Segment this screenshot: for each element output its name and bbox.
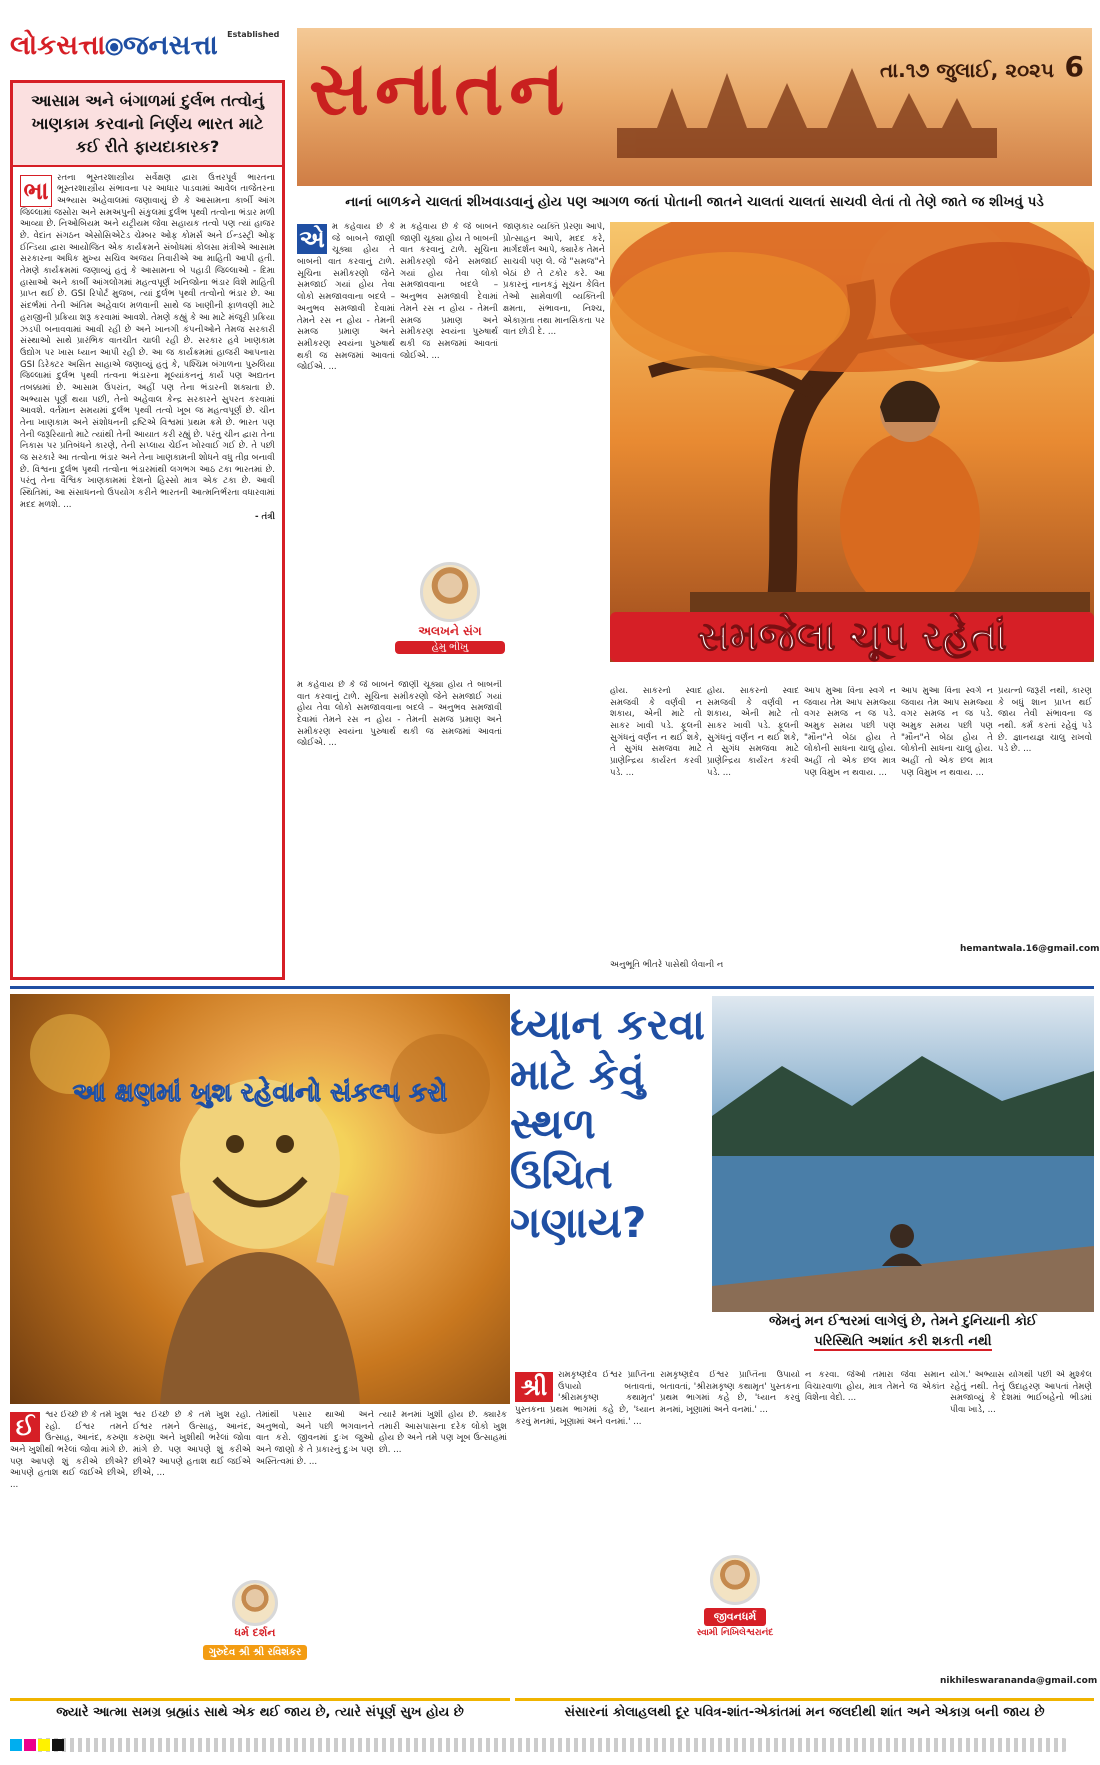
page-number: 6 <box>1064 50 1084 83</box>
dhyan-author-badge <box>670 1555 800 1645</box>
logo-small: Established <box>227 30 280 39</box>
happy-author-badge <box>180 1580 330 1658</box>
left-article-box <box>10 80 285 980</box>
columnist-avatar <box>420 562 480 622</box>
sanatan-col-4 <box>804 686 896 956</box>
dhyan-col-1 <box>515 1370 655 1690</box>
columnist-label: અલખને સંગ <box>418 624 482 638</box>
sage-tree-illustration <box>610 222 1094 612</box>
dhyan-pull-quote: સંસારનાં કોલાહલથી દૂર પવિત્ર-શાંત-એકાંતમાં મન જલદીથી શાંત અને એકાગ્ર બની જાય છે <box>515 1698 1094 1725</box>
lake-meditation-icon <box>712 996 1094 1312</box>
sanatan-headline-wrap <box>610 612 1094 678</box>
sanatan-col-1b <box>400 222 498 552</box>
happy-body-col1-cont: શ્વર ઈચ્છે છે કે તમે ખુશ રહો. ઈશ્વર તમને ઉત્સાહ, આનંદ, કરુણા અને ખુશીથી ભરેલાં જોવા માંગે છે. પણ આપણે શું કરીએ છીએ? આપણે હતાશ થઈ જઈએ છીએ, ... <box>133 1410 251 1479</box>
sanatan-body-col3: હોય. સાકરનો સ્વાદ સમજવી કે વર્ણવી ન શકાય, એની માટે તો સાકર ખાવી પડે. ફૂલની સુગંધનું વર્ણન ન થઈ શકે, તે સુગંધ સમજવા માટે પ્રાણેન્દ્રિય કાર્યરત કરવી પડે. ... <box>610 686 702 778</box>
dhyan-author-avatar <box>710 1555 760 1605</box>
sanatan-col-4b <box>901 686 993 956</box>
dhyan-dropcap: શ્રી <box>515 1372 553 1402</box>
dhyan-column-label: જીવનધર્મ <box>704 1608 766 1626</box>
issue-date: તા.૧૭ જુલાઈ, ૨૦૨૫ <box>879 58 1054 82</box>
dhyan-email: nikhileswarananda@gmail.com <box>940 1676 1098 1686</box>
dhyan-body-col1: રામકૃષ્ણદેવ ઈશ્વર પ્રાપ્તિના ઉપાયો બતાવતાં, 'શ્રીરામકૃષ્ણ કથામૃત' પુસ્તકના પ્રથમ ભાગમાં કહે છે, 'ધ્યાન કરવું મનમાં, ખૂણામાં અને વનમાં.' ... <box>515 1370 655 1427</box>
dhyan-body-col3: યોગ.' અભ્યાસ યોગથી પછી એ મુશ્કેલ રહેતું નથી. તેનું ઉદાહરણ આપતાં તેમણે સમજાવ્યું કે દેશમાં ભાઈબહેનો ભીડમાં પીવા ખાડે, ... <box>950 1370 1092 1416</box>
newspaper-logo <box>10 30 290 70</box>
logo-right: જનસત્તા <box>122 30 218 61</box>
sanatan-body-col3-cont: હોય. સાકરનો સ્વાદ સમજવી કે વર્ણવી ન શકાય, એની માટે તો સાકર ખાવી પડે. ફૂલની સુગંધનું વર્ણન ન થઈ શકે, તે સુગંધ સમજવા માટે પ્રાણેન્દ્રિય કાર્યરત કરવી પડે. ... <box>707 686 799 778</box>
lake-photo-caption <box>712 1312 1094 1364</box>
happy-col-3 <box>379 1410 507 1690</box>
sanatan-col-2 <box>503 222 605 962</box>
dhyan-body-col2: ન કરવા. જેઓ તમારા જેવા સમાન વિચારવાળા હોય, માત્ર તેમને જ એકાંત વિશેના વેદો. ... <box>805 1370 945 1404</box>
logo-separator-icon: ⦿ <box>105 30 123 61</box>
happy-body-col3: ત્યારે મનમાં ખુશી હોય છે. ક્યારેક તમારી આસપાસના દરેક લોકો ખુશ હોય છે અને તમે પણ ખૂબ ઉત્સાહમાં છો. ... <box>379 1410 507 1456</box>
left-article-dropcap: ભા <box>20 175 52 207</box>
dhyan-col-2 <box>805 1370 945 1690</box>
columnist-name: હેમુ ભીખુ <box>395 641 505 654</box>
sanatan-col-3b <box>707 686 799 956</box>
happy-author-avatar <box>232 1580 278 1626</box>
sanatan-body-col4-cont: આપ મુઆ વિના સ્વર્ગે ન જવાય તેમ આપ સમજ્યા વગર સમજ ન જ પડે. અમુક સમય પછી પણ "મૌન"ને બેઠા હોય તે લોકોની સાધના ચાલુ હોય. અહીં તો એક છલ માત્ર પણ વિમુખ ન થવાય. ... <box>901 686 993 778</box>
dhyan-headline: ધ્યાન કરવા માટે કેવું સ્થળ ઉચિત ગણાય? <box>510 1000 706 1248</box>
sanatan-headline: સમજેલા ચૂપ રહેતાં <box>610 612 1094 662</box>
happy-dropcap: ઈ <box>10 1412 40 1442</box>
sanatan-col-1 <box>297 222 395 552</box>
sanatan-body-col4: આપ મુઆ વિના સ્વર્ગે ન જવાય તેમ આપ સમજ્યા વગર સમજ ન જ પડે. અમુક સમય પછી પણ "મૌન"ને બેઠા હોય તે લોકોની સાધના ચાલુ હોય. અહીં તો એક છલ માત્ર પણ વિમુખ ન થવાય. ... <box>804 686 896 778</box>
left-article-signoff: - તંત્રી <box>255 511 275 522</box>
cmyk-registration-icon <box>10 1736 70 1754</box>
sanatan-col-5 <box>998 686 1092 941</box>
sanatan-body-col5: પ્રયત્નો જરૂરી નથી, કારણ કે બધું શાન પ્રાપ્ત થઈ જાય તેવી સંભાવના જ નથી. કર્મ કરતાં રહેવું પડે છે. જ્ઞાનયજ્ઞ ચાલુ રાખવો પડે છે. ... <box>998 686 1092 755</box>
section-title: સનાતન <box>309 46 571 132</box>
dhyan-body-col1-cont: રામકૃષ્ણદેવ ઈશ્વર પ્રાપ્તિના ઉપાયો બતાવતાં, 'શ્રીરામકૃષ્ણ કથામૃત' પુસ્તકના પ્રથમ ભાગમાં કહે છે, 'ધ્યાન કરવું મનમાં, ખૂણામાં અને વનમાં.' ... <box>660 1370 800 1416</box>
lake-meditation-photo <box>712 996 1094 1312</box>
sanatan-email: hemantwala.16@gmail.com <box>960 944 1100 954</box>
lake-caption-line1: જેમનું મન ઈશ્વરમાં લાગેલું છે, તેમને દુનિયાની કોઈ <box>769 1314 1037 1329</box>
sanatan-dropcap: એ <box>297 224 327 254</box>
sanatan-body-col2: જાણકાર વ્યક્તિ પ્રેરણા આપે, પ્રોત્સાહન આપે, મદદ કરે, માર્ગદર્શન આપે, ક્યારેક તેમને સાચવી પણ લે. જે "સમજ"ને બેઠાં છે તે ટકોર કરે. આ પ્રકારનું નાનકડું સૂચન કેવિત તેઓ સામેવાળી વ્યક્તિની ક્ષમતા, સંભાવના, નિશ્ચ, એકાગ્રતા તથા માનસિકતા પર વાત છોડી દે. ... <box>503 222 605 338</box>
smiley-balloon-photo <box>10 994 510 1404</box>
sanatan-body-col1-lower: મ કહેવાય છે કે જે બાબને જાણી ચૂક્યા હોય તે બાબની વાત કરવાનું ટાળે. સૂચિના સમીકરણો જેને સમજાઈ ગયાં હોય તેવા લોકો સમજાવવાના બદલે – અનુભવ સમજાવી દેવામાં તેમને રસ ન હોય - તેમની સમજ પ્રમાણ અને સમીકરણ સ્વયંના પુરુષાર્થ થકી જ સમજમાં આવતાં જોઈએ. ... <box>297 680 502 749</box>
sanatan-body-col1-cont: મ કહેવાય છે કે જે બાબને જાણી ચૂક્યા હોય તે બાબની વાત કરવાનું ટાળે. સૂચિના સમીકરણો જેને સમજાઈ ગયાં હોય તેવા લોકો સમજાવવાના બદલે – અનુભવ સમજાવી દેવામાં તેમને રસ ન હોય - તેમની સમજ પ્રમાણ અને સમીકરણ સ્વયંના પુરુષાર્થ થકી જ સમજમાં આવતાં જોઈએ. ... <box>400 222 498 361</box>
happy-author: ગુરુદેવ શ્રી શ્રી રવિશંકર <box>203 1645 308 1660</box>
columnist-badge <box>395 562 505 672</box>
dhyan-col-3 <box>950 1370 1092 1670</box>
sanatan-subhead: અનુભૂતિ ભીતરે પાસેથી લેવાની ન <box>610 960 724 970</box>
happy-headline: આ ક્ષણમાં ખુશ રહેવાનો સંકલ્પ કરો <box>72 1078 448 1108</box>
sage-illustration <box>610 222 1094 662</box>
dhyan-col-1b <box>660 1370 800 1550</box>
happy-body-col2: તેમાંથી પસાર થાઓ અને અનુભવો, અને પછી ભગવાનને વાત કરો. જીવનમાં દુઃખ જુઓ અને જાણો કે તે પ્રકારનું દુઃખ પણ અસ્તિત્વમાં છે. ... <box>256 1410 374 1467</box>
logo-left: લોકસત્તા <box>10 30 106 61</box>
left-article-body-wrap <box>13 167 282 530</box>
section-divider <box>10 986 1094 989</box>
happy-pull-quote: જ્યારે આત્મા સમગ્ર બ્રહ્માંડ સાથે એક થઈ જાય છે, ત્યારે સંપૂર્ણ સુખ હોય છે <box>10 1698 510 1725</box>
left-article-headline: આસામ અને બંગાળમાં દુર્લભ તત્વોનું ખાણકામ કરવાનો નિર્ણય ભારત માટે કઈ રીતે ફાયદાકારક? <box>13 83 282 167</box>
happy-column-label: ધર્મ દર્શન <box>234 1626 276 1639</box>
page-tagline: નાનાં બાળકને ચાલતાં શીખવાડવાનું હોય પણ આગળ જતાં પોતાની જાતને ચાલતાં ચાલતાં સાચવી લેતાં તો તેણે જાતે જ શીખવું પડે <box>297 190 1092 214</box>
sanatan-body-col1: મ કહેવાય છે કે જે બાબને જાણી ચૂક્યા હોય તે બાબની વાત કરવાનું ટાળે. સૂચિના સમીકરણો જેને સમજાઈ ગયાં હોય તેવા લોકો સમજાવવાના બદલે – અનુભવ સમજાવી દેવામાં તેમને રસ ન હોય - તેમની સમજ પ્રમાણ અને સમીકરણ સ્વયંના પુરુષાર્થ થકી જ સમજમાં આવતાં જોઈએ. ... <box>297 222 395 373</box>
happy-col-1 <box>10 1410 128 1690</box>
happy-body-col1: શ્વર ઈચ્છે છે કે તમે ખુશ રહો. ઈશ્વર તમને ઉત્સાહ, આનંદ, કરુણા અને ખુશીથી ભરેલાં જોવા માંગે છે. પણ આપણે શું કરીએ છીએ? આપણે હતાશ થઈ જઈએ છીએ, ... <box>10 1410 128 1491</box>
footer-dot-strip <box>30 1738 1070 1752</box>
dhyan-author: સ્વામી નિખિલેશ્વરાનંદ <box>696 1628 774 1638</box>
section-masthead <box>297 28 1092 186</box>
lake-caption-line2: પરિસ્થિતિ અશાંત કરી શકતી નથી <box>814 1333 992 1349</box>
sanatan-col-lower <box>297 680 502 960</box>
smiley-balloon-icon <box>10 994 510 1404</box>
left-article-body: રતના ભૂસ્તરશાસ્ત્રીય સર્વેક્ષણ દ્વારા ઉત્તરપૂર્વ ભારતના ભૂસ્તરશાસ્ત્રીય સંભાવના પર આધાર પાડવામાં આવેલ તાજેતરના અભ્યાસ અહેવાલમાં જણાવાયું છે કે આસામના કાર્બી આંગ જિલ્લામાં જસોરા અને સમઅપુની સંકુલમાં દુર્લભ પૃથ્વી તત્વોના ભંડાર મળી આવ્યા છે. નિઓબિયમ અને યટ્રીયમ જેવા સહાયક તત્વો પણ ત્યાં હાજર છે. વેદાંત સંગઠન એસોસિએટેડ ચેમ્બર ઓફ કોમર્સ અને ઈન્ડસ્ટ્રી ઓફ ઈન્ડિયા દ્વારા આયોજિત એક કાર્યક્રમને સંબોધમાં કોલસા મંત્રીએ આસામ સરકારના અધિક મુખ્ય સચિવ અજય તિવારીએ આ માહિતી આપી હતી. તેમણે કાર્યક્રમમાં જણાવ્યું હતું કે આસામના બે પહાડી જિલ્લાઓ - દિમા હાસાઓ અને કાર્બી આંગલોંગમાં મહત્વપૂર્ણ ખનિજોના ભંડાર વિશે માહિતી પ્રાપ્ત થઈ છે. GSI રિપોર્ટ મુજબ, ત્યાં દુર્લભ પૃથ્વી તત્વોનો ભંડાર છે. આ સંદર્ભમાં તેની અંતિમ અહેવાલ મળવાની સાથે જ ખાણીની ફાળવણી માટે હરાજીની પ્રક્રિયા શરૂ કરવામાં આવશે. તેમણે કહ્યું કે આ માટે મંજૂરી પ્રક્રિયા ઝડપી બનાવવામાં આવી રહી છે અને ખાનગી કંપનીઓને તેમજ સરકારી સંસ્થાઓ સાથે પ્રારંભિક વાતચીત ચાલી રહી છે. સરકાર હવે ખાણકામ ઉદ્યોગ પર ખાસ ધ્યાન આપી રહી છે. આ જ કાર્યક્રમમાં હાજરી આપનારા GSI ડિરેક્ટર અસિત સાહાએ જણાવ્યું હતું કે, પશ્ચિમ બંગાળના પુરુલિયા જિલ્લામાં દુર્લભ પૃથ્વી તત્વના ભંડારના મૂલ્યાંકનનું કાર્ય પણ અદ્યતન તબક્કામાં છે. આસામ ઉપરાંત, અહીં પણ તેના ભંડારની શક્યતા છે. અભ્યાસ પૂર્ણ થયા પછી, તેનો અહેવાલ કેન્દ્ર સરકારને સુપરત કરવામાં આવશે. વર્તમાન સમયમાં દુર્લભ પૃથ્વી તત્વો ખૂબ જ મહત્વપૂર્ણ છે. ચીન તેના ખાણકામ અને સંશોધનની દ્રષ્ટિએ વિશ્વમાં પ્રથમ ક્રમે છે. ભારત પણ તેની જરૂરિયાતો માટે ત્યાંથી તેની આયાત કરી રહ્યું છે. પરંતુ ચીન દ્વારા તેના નિકાસ પર પ્રતિબંધને કારણે, તેની સપ્લાય ચેઈન ખોરવાઈ ગઈ છે. તે પછી જ સરકારે આ તત્વોના ભંડાર અને તેના ખાણકામની શોધને વધુ તીવ્ર બનાવી છે. વિશ્વના દુર્લભ પૃથ્વી તત્વોના ભંડારમાંથી લગભગ આઠ ટકા ભારતમાં છે. પરંતુ તેના વૈશ્વિક ખાણકામમાં દેશનો હિસ્સો માત્ર એક ટકા છે. આવી સ્થિતિમાં, આ સંસાધનનો ઉપયોગ કરીને ભારતની આત્મનિર્ભરતા વધારવામાં મદદ મળશે. ... <box>20 172 275 510</box>
sanatan-col-3 <box>610 686 702 956</box>
happy-headline-wrap <box>10 1078 510 1114</box>
